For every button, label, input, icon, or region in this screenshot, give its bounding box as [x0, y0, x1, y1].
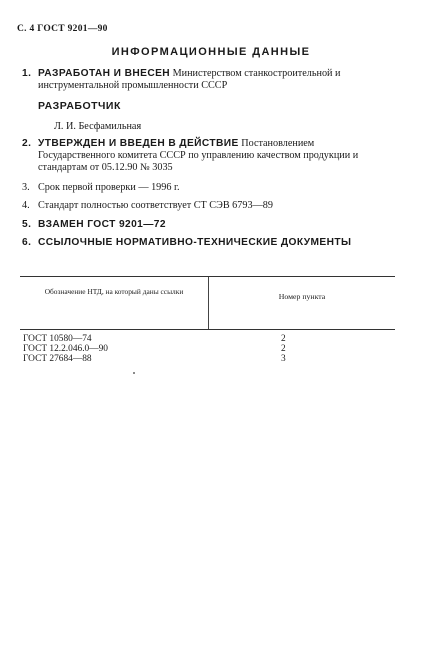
info-item-1 — [22, 68, 394, 92]
developer-heading: РАЗРАБОТЧИК — [38, 100, 121, 112]
item-number: 4. — [22, 200, 30, 211]
item-number: 5. — [22, 219, 32, 230]
cell-paragraph: 2 — [281, 334, 286, 344]
item-text: Постановлением Государственного комитета СССР по управлению качеством продукции и стандартам от 05.12.90 № 3035 — [38, 138, 359, 173]
item-heading: ССЫЛОЧНЫЕ НОРМАТИВНО-ТЕХНИЧЕСКИЕ ДОКУМЕНТЫ — [38, 237, 352, 248]
item-heading: РАЗРАБОТАН И ВНЕСЕН — [38, 68, 171, 79]
item-number: 6. — [22, 237, 32, 248]
column-header-document: Обозначение НТД, на который даны ссылки — [44, 287, 184, 296]
column-divider — [208, 277, 209, 329]
item-heading: УТВЕРЖДЕН И ВВЕДЕН В ДЕЙСТВИЕ — [38, 138, 239, 149]
info-item-2 — [22, 138, 394, 174]
info-item-6 — [22, 237, 394, 249]
references-table-body — [23, 334, 395, 364]
info-item-3 — [22, 182, 394, 194]
cell-document: ГОСТ 12.2.046.0—90 — [23, 344, 108, 354]
item-heading: ВЗАМЕН ГОСТ 9201—72 — [38, 219, 166, 230]
table-row — [23, 334, 395, 344]
developer-name: Л. И. Бесфамильная — [54, 121, 142, 132]
cell-paragraph: 2 — [281, 344, 286, 354]
item-number: 3. — [22, 182, 30, 193]
item-text: Стандарт полностью соответствует СТ СЭВ 6793—89 — [38, 200, 273, 211]
item-text: Срок первой проверки — 1996 г. — [38, 182, 180, 193]
references-table-header — [20, 276, 395, 330]
info-item-5 — [22, 219, 394, 231]
document-title: ИНФОРМАЦИОННЫЕ ДАННЫЕ — [111, 46, 311, 58]
item-text: Министерством станкостроительной и инструментальной промышленности СССР — [38, 68, 341, 91]
scan-speck — [133, 372, 135, 374]
info-item-4 — [22, 200, 394, 212]
cell-paragraph: 3 — [281, 354, 286, 364]
item-number: 1. — [22, 68, 32, 79]
item-number: 2. — [22, 138, 32, 149]
page-header: С. 4 ГОСТ 9201—90 — [17, 24, 108, 34]
cell-document: ГОСТ 10580—74 — [23, 334, 92, 344]
column-header-paragraph: Номер пункта — [278, 292, 326, 301]
table-row — [23, 344, 395, 354]
table-row — [23, 354, 395, 364]
cell-document: ГОСТ 27684—88 — [23, 354, 92, 364]
